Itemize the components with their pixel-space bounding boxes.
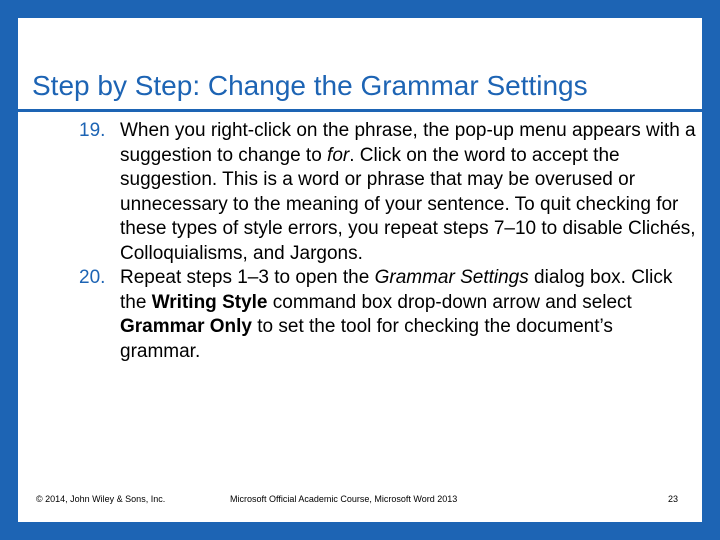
footer-copyright: © 2014, John Wiley & Sons, Inc.: [36, 494, 166, 504]
slide-title: Step by Step: Change the Grammar Settings: [32, 70, 588, 101]
step-item: [76, 266, 696, 364]
italic-text: Grammar Settings: [374, 267, 529, 288]
title-divider: [18, 109, 702, 112]
step-number: 19.: [79, 120, 106, 141]
text-run: . Click on the word to accept the suggestion. This is a word or phrase that may be overused or unnecessary to the meaning of your sentence. To quit checking for these types of style errors, you repeat steps 7–10 to disable Clichés, Colloquialisms, and Jargons.: [120, 144, 696, 264]
italic-text: for: [327, 144, 350, 166]
text-run: When you right-click on the phrase, the pop-up menu appears with a suggestion to change to: [120, 120, 696, 166]
step-text: [120, 120, 696, 264]
slide: [18, 18, 702, 522]
footer-course: Microsoft Official Academic Course, Microsoft Word 2013: [230, 494, 458, 504]
text-run: Repeat steps 1–3 to open the: [120, 267, 375, 288]
bold-text: Grammar Only: [120, 316, 252, 337]
step-text: [120, 267, 672, 362]
step-number: 20.: [79, 267, 106, 288]
text-run: dialog box. Click the: [120, 267, 673, 313]
step-list: [76, 119, 696, 364]
footer-page-number: 23: [667, 494, 678, 504]
text-run: command box drop-down arrow and select: [267, 291, 632, 313]
step-item: [76, 119, 696, 266]
bold-text: Writing Style: [151, 291, 268, 313]
text-run: to set the tool for checking the document’s grammar.: [120, 316, 613, 362]
